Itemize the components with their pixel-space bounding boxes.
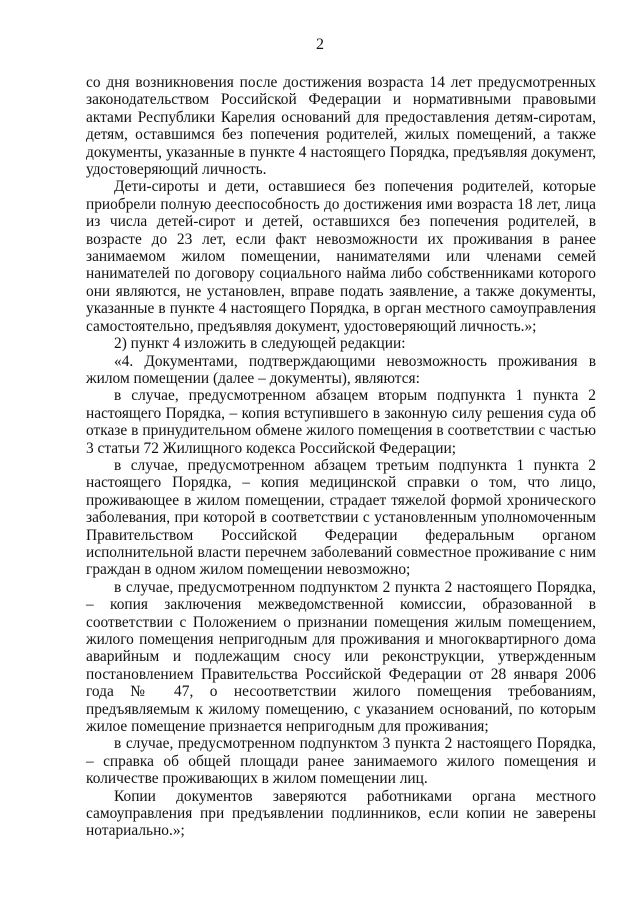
page-number: 2: [316, 36, 324, 53]
paragraph-orphans-full-capacity: Дети-сироты и дети, оставшиеся без попечения родителей, которые приобрели полную дееспособность до достижения ими возраста 18 лет, лица из числа детей-сирот и детей, оставшихся без попечения родителей, в возрасте до 23 лет, если факт невозможности их проживания в ранее занимаемом жилом помещении, нанимателями или членами семей нанимателей по договору социального найма либо собственниками которого они являются, не установлен, вправе подать заявление, а также документы, указанные в пункте 4 настоящего Порядка, в орган местного самоуправления самостоятельно, предъявляя документ, удостоверяющий личность.»;: [86, 178, 596, 335]
paragraph-amendment-item-2: 2) пункт 4 изложить в следующей редакции:: [114, 335, 406, 353]
paragraph-area-certificate: в случае, предусмотренном подпунктом 3 пункта 2 настоящего Порядка, – справка об общей площади ранее занимаемого жилого помещения и количестве проживающих в жилом помещении лиц.: [86, 735, 596, 788]
paragraph-commission-conclusion: в случае, предусмотренном подпунктом 2 пункта 2 настоящего Порядка, – копия заключения межведомственной комиссии, образованной в соответствии с Положением о признании помещения жилым помещением, жилого помещения непригодным для проживания и многоквартирного дома аварийным и подлежащим сносу или реконструкции, утвержденным постановлением Правительства Российской Федерации от 28 января 2006 года № 47, о несоответствии жилого помещения требованиям, предъявляемым к жилому помещению, с указанием оснований, по которым жилое помещение признается непригодным для проживания;: [86, 578, 596, 736]
paragraph-medical-certificate: в случае, предусмотренном абзацем третьим подпункта 1 пункта 2 настоящего Порядка, – копия медицинской справки о том, что лицо, проживающее в жилом помещении, страдает тяжелой формой хронического заболевания, при которой в соответствии с установленным уполномоченным Правительством Российской Федерации федеральным органом исполнительной власти перечнем заболеваний совместное проживание с ним граждан в одном жилом помещении невозможно;: [86, 456, 596, 579]
paragraph-continuation: со дня возникновения после достижения возраста 14 лет предусмотренных законодательством Российской Федерации и нормативными правовыми актами Республики Карелия оснований для предоставления детям-сиротам, детям, оставшимся без попечения родителей, жилых помещений, а также документы, указанные в пункте 4 настоящего Порядка, предъявляя документ, удостоверяющий личность.: [86, 74, 596, 179]
paragraph-court-decision: в случае, предусмотренном абзацем вторым подпункта 1 пункта 2 настоящего Порядка, – копия вступившего в законную силу решения суда об отказе в принудительном обмене жилого помещения в соответствии с частью 3 статьи 72 Жилищного кодекса Российской Федерации;: [86, 387, 596, 457]
paragraph-item-4-intro: «4. Документами, подтверждающими невозможность проживания в жилом помещении (далее – документы), являются:: [86, 352, 596, 387]
document-body: [86, 74, 596, 840]
paragraph-copies-certification: Копии документов заверяются работниками органа местного самоуправления при предъявлении подлинников, если копии не заверены нотариально.»;: [86, 787, 596, 840]
